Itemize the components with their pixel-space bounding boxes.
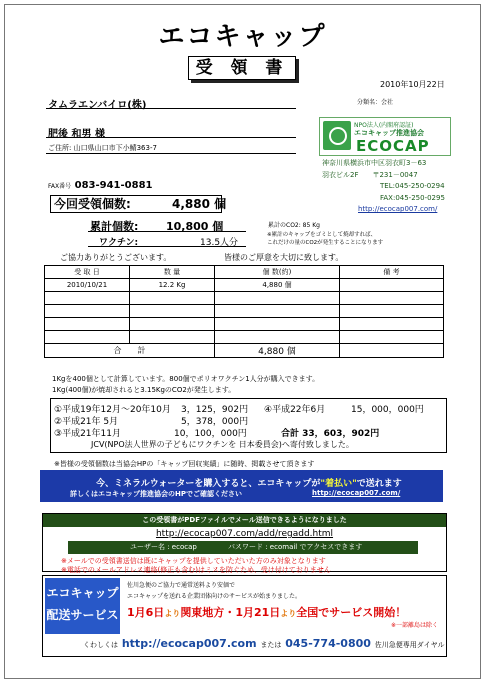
delivery-contact: くわしくは http://ecocap007.com または 045-774-0800 佐川急便専用ダイヤル — [83, 637, 445, 650]
header-date: 受 取 日 — [45, 266, 130, 279]
header-count: 個 数(約) — [215, 266, 340, 279]
delivery-desc-1: 佐川急便のご協力で通常送料より安価で — [127, 582, 236, 589]
history-2-value: 5，378，000円 — [181, 417, 249, 427]
table-row — [45, 292, 444, 305]
history-2-label: ②平成21年 5月 — [54, 417, 119, 427]
history-total: 合計 33，603，902円 — [281, 429, 380, 439]
banner-url-link[interactable]: http://ecocap007.com/ — [312, 489, 401, 497]
org-address2: 羽衣ビル2F 〒231－0047 — [322, 171, 418, 179]
org-tel: TEL:045-250-0294 — [380, 182, 445, 190]
table-row: 2010/10/21 12.2 Kg 4,880 個 — [45, 279, 444, 292]
calc-note: 1Kgを400個として計算しています。800個でポリオワクチン1人分が購入できます。 — [52, 375, 320, 383]
ecocap-logo — [319, 117, 451, 156]
issue-date: 2010年10月22日 — [380, 80, 445, 89]
cumulative-label: 累計個数: — [90, 220, 139, 233]
received-value: 4,880 個 — [172, 197, 227, 211]
address-underline — [46, 153, 296, 154]
thanks-right: 皆様のご厚意を大切に致します。 — [224, 253, 344, 262]
received-count-box — [50, 195, 227, 213]
history-1-value: 3，125，902円 — [181, 405, 249, 415]
delivery-note: ※一部離島は除く — [391, 622, 439, 629]
publication-note: ※皆様の受領個数は当協会HPの「キャップ回収実績」に随時、掲載させて頂きます — [54, 460, 315, 468]
delivery-badge: エコキャップ 配送サービス — [45, 578, 120, 634]
history-3-value: 10，100，000円 — [174, 429, 247, 439]
total-value: 4,880 個 — [215, 344, 340, 358]
pdf-mail-box — [42, 513, 447, 572]
recycle-icon — [323, 121, 351, 150]
company-underline — [46, 108, 296, 109]
org-address1: 神奈川県横浜市中区羽衣町3－63 — [322, 159, 427, 167]
table-row — [45, 318, 444, 331]
history-4-value: 15，000，000円 — [351, 405, 424, 415]
org-url-link[interactable]: http://ecocap007.com/ — [358, 205, 438, 213]
header-notes: 備 考 — [340, 266, 444, 279]
receipt-label: 受 領 書 — [188, 56, 296, 80]
vaccine-value: 13.5人分 — [200, 238, 239, 248]
header-quantity: 数 量 — [130, 266, 215, 279]
delivery-phone: 045-774-0800 — [285, 637, 371, 650]
thanks-left: ご協力ありがとうございます。 — [60, 253, 172, 262]
member-type: 分類名：会社 — [357, 99, 394, 106]
logo-line2: エコキャップ推進協会 — [354, 129, 424, 137]
delivery-url-link[interactable]: http://ecocap007.com — [121, 637, 257, 650]
table-total-row — [45, 344, 444, 358]
co2-total: 累計のCO2: 85 Kg — [268, 222, 320, 229]
delivery-service-box — [42, 575, 447, 657]
pdf-credentials: ユーザー名 : ecocap パスワード : ecomail でアクセスできます — [68, 541, 418, 554]
banner-detail: 詳しくはエコキャップ推進協会のHPでご確認ください — [70, 490, 242, 498]
total-label: 合 計 — [45, 344, 215, 358]
delivery-headline: 1月6日より関東地方・1月21日より全国でサービス開始！ — [127, 606, 407, 619]
logo-name: ECOCAP — [356, 137, 430, 155]
history-1-label: ①平成19年12月～20年10月 — [54, 405, 171, 415]
received-label: 今回受領個数: — [54, 197, 131, 211]
contact-underline — [46, 137, 296, 138]
pdf-note-2: ※電話でのメールアドレス連絡(修正も含む)はミスを防ぐため、受け付けておりません — [61, 566, 331, 574]
donation-history-box — [50, 398, 447, 453]
org-fax: FAX:045-250-0295 — [380, 194, 445, 202]
recipient-address: ご住所: 山口県山口市下小鯖363-7 — [48, 144, 157, 152]
cumulative-value: 10,800 個 — [166, 220, 224, 233]
jcv-donation: JCV(NPO法人世界の子どもにワクチンを 日本委員会)へ寄付致しました。 — [91, 440, 354, 449]
vaccine-label: ワクチン: — [99, 238, 139, 248]
receipt-table — [44, 265, 444, 358]
vaccine-underline — [88, 246, 246, 247]
pdf-register-link[interactable]: http://ecocap007.com/add/regadd.html — [155, 529, 334, 539]
recipient-contact: 肥後 和男 様 — [48, 129, 105, 140]
recipient-fax: FAX番号 083-941-0881 — [48, 180, 153, 191]
logo-line1: NPO法人(内閣府認証) — [354, 122, 414, 129]
document-title: エコキャップ — [158, 22, 327, 52]
table-row — [45, 305, 444, 318]
history-3-label: ③平成21年11月 — [54, 429, 121, 439]
cumulative-underline — [88, 231, 246, 232]
history-4-label: ④平成22年6月 — [264, 405, 326, 415]
delivery-desc-2: エコキャップを送れる企業団体向けのサービスが始まりました。 — [127, 593, 302, 600]
recipient-company: タムラエンバイロ(株) — [48, 100, 147, 111]
water-campaign-banner: 今、ミネラルウォーターを購入すると、エコキャップが"着払い"で送れます 詳しくはエコキャップ推進協会のHPでご確認ください http://ecocap007.com/ — [40, 470, 443, 502]
pdf-heading: この受領書がPDFファイルでメール送信できるようになりました — [43, 514, 446, 527]
co2-calc-note: 1Kg(400個)が焼却されると3.15KgのCO2が発生します。 — [52, 386, 236, 394]
co2-note: ※累計のキャップをゴミとして焼却すれば、 これだけの量のCO2が発生することになります — [267, 232, 384, 246]
table-row — [45, 331, 444, 344]
pdf-note-1: ※メールでの受領書送信は既にキャップを提供していただいた方のみ対象となります — [61, 557, 326, 565]
